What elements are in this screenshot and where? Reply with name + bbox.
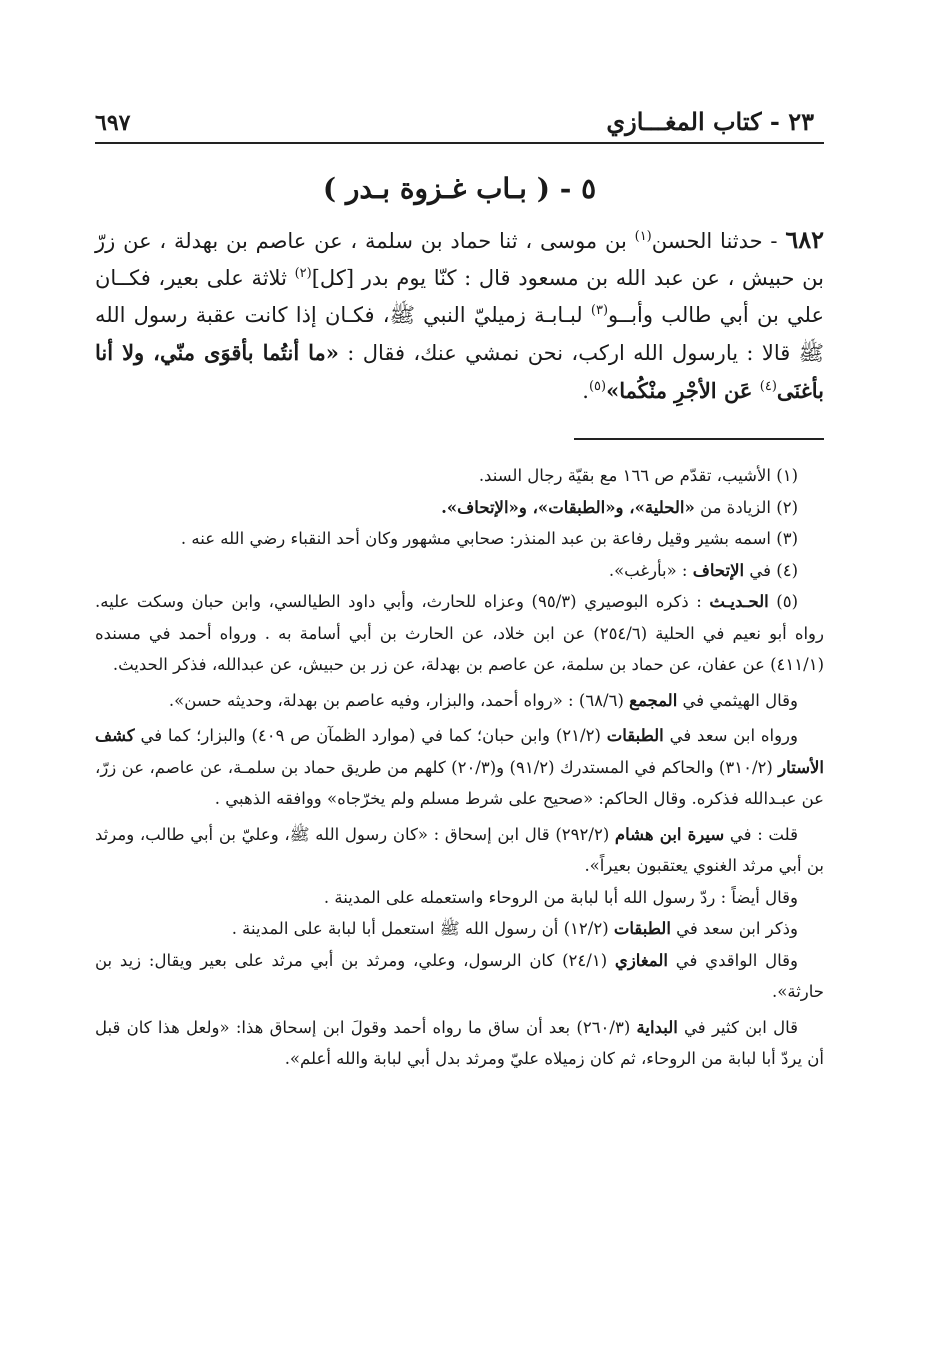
footnote-source: الإتحاف bbox=[692, 560, 745, 580]
footnote-source: البداية bbox=[636, 1017, 678, 1037]
footnote-source: المجمع bbox=[629, 690, 678, 710]
footnote-text: (٥) bbox=[768, 592, 798, 611]
footnote-3: (٣) اسمه بشير وقيل رفاعة بن عبد المنذر: صحابي مشهور وكان أحد النقباء رضي الله عنه . bbox=[180, 529, 798, 548]
running-title: ٢٣ - كتاب المغـــازي bbox=[606, 107, 814, 136]
footnote-source: الطبقات bbox=[613, 919, 671, 938]
footnote-paragraph bbox=[95, 819, 824, 882]
page-number: ٦٩٧ bbox=[95, 110, 131, 136]
footnotes bbox=[95, 460, 824, 1075]
footnote-text: وقال الهيثمي في bbox=[677, 690, 798, 710]
hadith-number: ٦٨٢ bbox=[785, 225, 824, 254]
page-header bbox=[95, 98, 824, 144]
footnote-ref: (٢) bbox=[294, 266, 312, 281]
footnote-paragraph bbox=[95, 720, 824, 815]
footnote-paragraph bbox=[95, 1012, 824, 1075]
footnote-text: (٦٨/٦) : «رواه أحمد، والبزار، وفيه عاصم بن بهدلة، وحديثه حسن». bbox=[168, 690, 630, 710]
hadith-text-part: بن موسى ، ثنا حماد بن سلمة ، عن عاصم بن بهدلة ، عن زرّ بن حبيش ، عن عبد الله بن مسعود قال : كنّا يوم بدر [كل] bbox=[95, 229, 824, 290]
footnote-source: الطبقات bbox=[606, 726, 664, 745]
footnote-text: وقال الواقدي في bbox=[667, 950, 798, 970]
hadith-text-part: - حدثنا الحسن bbox=[651, 229, 786, 253]
footnote-ref: (٤) bbox=[759, 379, 777, 394]
footnote-text: (٢٤/١) كان الرسول، وعلي، ومرثد بن أبي مرثد على بعير ويقال: زيد بن حارثة». bbox=[95, 950, 824, 1001]
footnote-text: (٢١/٢) وابن حبان؛ كما في (موارد الظمآن ص ٤٠٩) والبزار؛ كما في bbox=[134, 726, 607, 745]
footnote-ref: (١) bbox=[634, 229, 652, 244]
footnote-text: (٢٦٠/٣) بعد أن ساق ما رواه أحمد وقولَ ابن إسحاق هذا: «ولعل هذا كان قبل أن يردّ أبا لبابة من الروحاء، ثم كان زميلاه عليّ ومرثد بدل أبي لبابة والله أعلم». bbox=[95, 1017, 824, 1068]
hadith-text-part: ثلاثة على بعير، فكــان علي بن أبي طالب وأبــو bbox=[95, 266, 824, 327]
footnote-text: (٤) في bbox=[744, 560, 798, 580]
chapter-title: ٥ - ( بـاب غـزوة بـدر ) bbox=[322, 172, 597, 205]
footnote-source: المغازي bbox=[614, 950, 668, 970]
footnote-2 bbox=[95, 492, 824, 524]
footnote-paragraph bbox=[95, 913, 824, 945]
footnote-text: ورواه ابن سعد في bbox=[663, 726, 798, 745]
footnote-text: : «بأرغب». bbox=[608, 560, 693, 580]
footnote-paragraph bbox=[95, 685, 824, 717]
hadith-text-part: لبـابـة زميليّ النبي ﷺ، فكـان إذا كانت عقبة رسول الله ﷺ قالا : يارسول الله اركب، نحن نمشي عنك، فقال : bbox=[95, 303, 824, 365]
footnote-source: كشف الأستار bbox=[95, 726, 825, 777]
footnote-paragraph: وقال أيضاً : ردّ رسول الله أبا لبابة من الروحاء واستعمله على المدينة . bbox=[323, 887, 798, 907]
prophet-quote: «ما أنتُما بأقوَى منّي، ولا أنا بأغنَى bbox=[95, 340, 824, 403]
footnote-4 bbox=[95, 555, 824, 587]
footnote-5 bbox=[95, 586, 824, 681]
footnote-ref: (٥) bbox=[588, 379, 607, 394]
book-page bbox=[95, 98, 824, 1075]
prophet-quote: عَن الأجْرِ منْكُما» bbox=[606, 378, 760, 403]
footnote-text: (٣١٠/٢) والحاكم في المستدرك (٩١/٢) و(٢٠/٣) كلهم من طريق حماد بن سلمـة، عن عاصم، عن زرّ، عن عبـدالله فذكره. وقال الحاكم: «صحيح على شرط مسلم ولم يخرّجاه» ووافقه الذهبي . bbox=[95, 757, 824, 808]
footnote-ref: (٣) bbox=[590, 303, 609, 318]
footnote-source: «الحلية»، و«الطبقات»، و«الإتحاف». bbox=[441, 497, 695, 517]
footnote-text: : ذكره البوصيري (٩٥/٣) وعزاه للحارث، وأبي داود الطيالسي، وابن حبان وسكت عليه. رواه أبو نعيم في الحلية (٢٥٤/٦) عن ابن خلاد، عن الحارث بن أبي أسامة به . ورواه أحمد في مسنده (٤١١/١) عن عفان، عن حماد بن سلمة، عن عاصم بن بهدلة، عن زر بن حبيش، عن عبدالله، فذكر الحديث. bbox=[95, 592, 824, 674]
footnote-text: وذكر ابن سعد في bbox=[670, 919, 798, 938]
footnote-source: الحـديـث bbox=[709, 592, 769, 611]
footnote-text: قلت : في bbox=[724, 824, 798, 844]
footnote-text: (٢٩٢/٢) قال ابن إسحاق : «كان رسول الله ﷺ، وعليّ بن أبي طالب، ومرثد بن أبي مرثد الغنوي يعتقبون بعيراً». bbox=[95, 824, 824, 875]
footnote-text: قال ابن كثير في bbox=[677, 1017, 798, 1037]
hadith-text bbox=[95, 221, 824, 410]
footnote-paragraph bbox=[95, 945, 824, 1008]
footnote-source: سيرة ابن هشام bbox=[614, 824, 725, 844]
footnote-text: (١٢/٢) أن رسول الله ﷺ استعمل أبا لبابة على المدينة . bbox=[231, 919, 614, 938]
footnote-separator bbox=[574, 438, 824, 440]
footnote-text: (٢) الزيادة من bbox=[694, 497, 798, 517]
hadith-text-part: . bbox=[582, 379, 589, 403]
footnote-1: (١) الأشيب، تقدّم ص ١٦٦ مع بقيّة رجال السند. bbox=[478, 466, 798, 485]
